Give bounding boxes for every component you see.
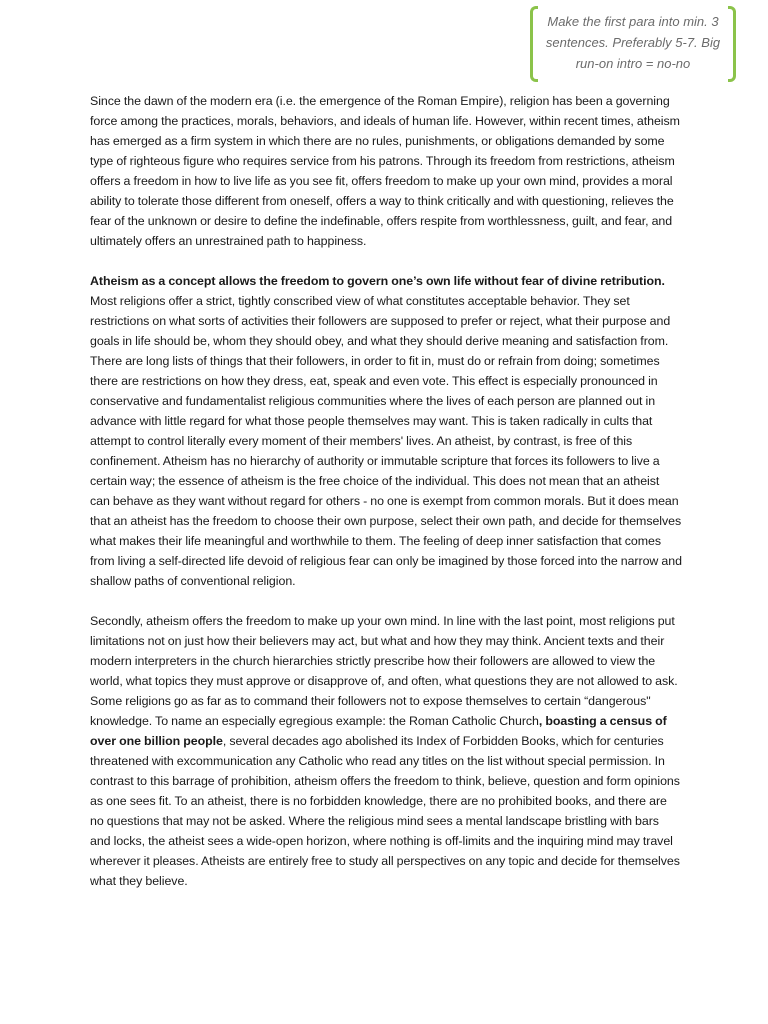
paragraph-text: , several decades ago abolished its Index of Forbidden Books, which for centuries threatened with excommunication any Catholic who read any titles on the list without special permission. In contrast to this barrage of prohibition, atheism offers the freedom to think, believe, question and form opinions as one sees fit. To an atheist, there is no forbidden knowledge, there are no prohibited books, and there are no questions that may not be asked. Where the religious mind sees a mental landscape bristling with bars and locks, the atheist sees a wide-open horizon, where nothing is off-limits and the inquiring mind may travel wherever it pleases. Atheists are entirely free to study all perspectives on any topic and decide for themselves what they believe.	[90, 734, 680, 888]
paragraph-intro	[90, 91, 682, 251]
paragraph-text: Secondly, atheism offers the freedom to make up your own mind. In line with the last point, most religions put limitations not on just how their believers may act, but what and how they may think. Ancient texts and their modern interpreters in the church hierarchies strictly prescribe how their followers are allowed to view the world, what topics they must approve or disapprove of, and often, what questions they are not allowed to ask. Some religions go as far as to command their followers not to expose themselves to certain “dangerous" knowledge. To name an especially egregious example: the Roman Catholic Church	[90, 614, 678, 728]
bold-phrase: , boasting a census of over one billion people	[90, 714, 667, 748]
paragraph-text: Most religions offer a strict, tightly conscribed view of what constitutes acceptable behavior. They set restrictions on what sorts of activities their followers are supposed to prefer or reject, what their purpose and goals in life should be, whom they should obey, and what they should derive meaning and satisfaction from. There are long lists of things that their followers, in order to fit in, must do or refrain from doing; sometimes there are restrictions on how they dress, eat, speak and even vote. This effect is especially pronounced in conservative and fundamentalist religious communities where the lives of each person are planned out in advance with little regard for what those people themselves may want. This is taken radically in cults that attempt to control literally every moment of their members' lives. An atheist, by contrast, is free of this confinement. Atheism has no hierarchy of authority or immutable scripture that forces its followers to live a certain way; the essence of atheism is the free choice of the individual. This does not mean that an atheist can behave as they want without regard for others - no one is exempt from common morals. But it does mean that an atheist has the freedom to choose their own purpose, select their own path, and decide for themselves what makes their life meaningful and worthwhile to them. The feeling of deep inner satisfaction that comes from living a self-directed life devoid of religious fear can only be imagined by those forced into the narrow and shallow paths of conventional religion.	[90, 294, 682, 588]
review-comment[interactable]	[530, 6, 736, 84]
document-body	[90, 91, 682, 911]
paragraph-text: Since the dawn of the modern era (i.e. the emergence of the Roman Empire), religion has been a governing force among the practices, morals, behaviors, and ideals of human life. However, within recent times, atheism has emerged as a firm system in which there are no rules, punishments, or obligations demanded by some type of righteous figure who requires service from his patrons. Through its freedom from restrictions, atheism offers a freedom in how to live life as you see fit, offers freedom to make up your own mind, provides a moral ability to tolerate those different from oneself, offers a way to think critically and with questioning, relieves the fear of the unknown or desire to define the indefinable, offers respite from worthlessness, guilt, and fear, and ultimately offers an unrestrained path to happiness.	[90, 94, 680, 248]
paragraph-freedom-of-mind	[90, 611, 682, 891]
paragraph-freedom-to-govern	[90, 271, 682, 591]
comment-text: Make the first para into min. 3 sentences. Preferably 5-7. Big run-on intro = no-no	[545, 14, 721, 71]
comment-bracket-left	[530, 6, 538, 82]
topic-sentence: Atheism as a concept allows the freedom to govern one’s own life without fear of divine retribution.	[90, 274, 665, 288]
comment-bracket-right	[728, 6, 736, 82]
